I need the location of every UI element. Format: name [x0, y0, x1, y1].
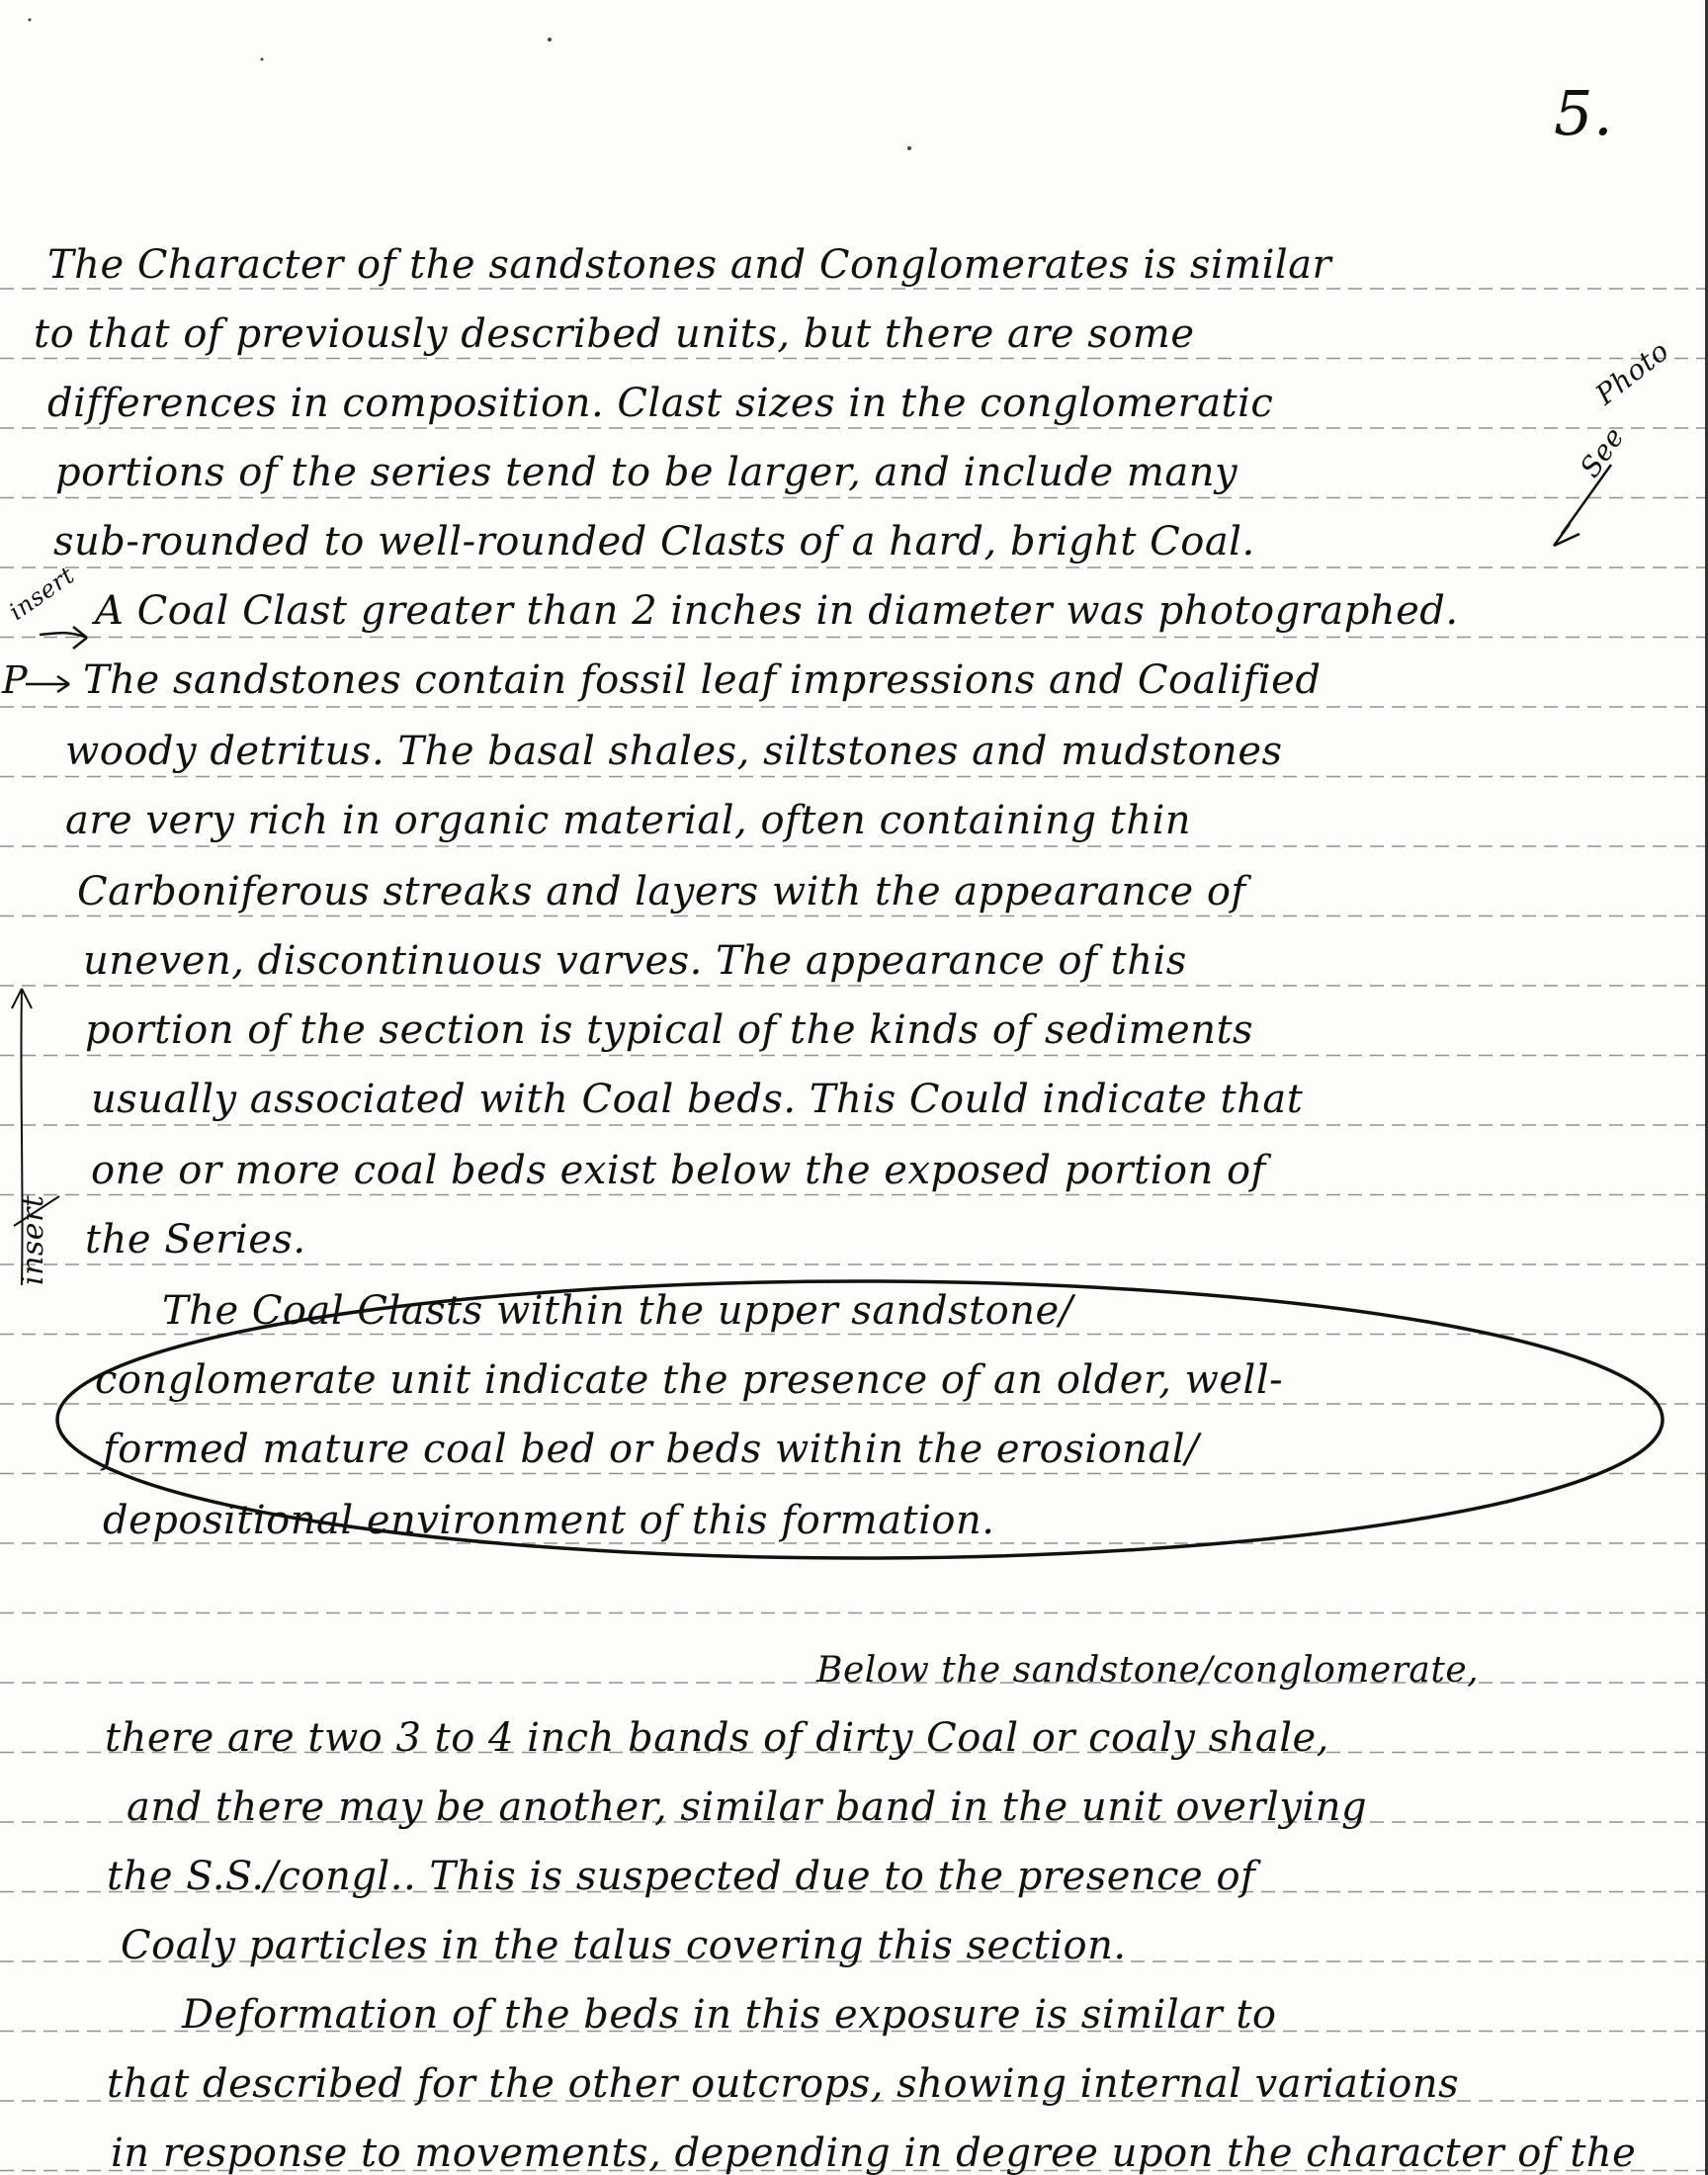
text-line: depositional environment of this formation.: [103, 1498, 995, 1543]
text-line: differences in composition. Clast sizes in the conglomeratic: [47, 381, 1274, 426]
text-line: Coaly particles in the talus covering this section.: [121, 1923, 1127, 1968]
margin-note-insert-side: insert: [16, 1194, 50, 1285]
text-line: that described for the other outcrops, showing internal variations: [107, 2061, 1460, 2107]
text-line: portion of the section is typical of the kinds of sediments: [85, 1007, 1254, 1053]
text-line: Carboniferous streaks and layers with the appearance of: [77, 869, 1246, 914]
text-line: The Coal Clasts within the upper sandstone/: [162, 1288, 1073, 1334]
text-line: The sandstones contain fossil leaf impressions and Coalified: [83, 657, 1322, 703]
margin-note-insert: insert: [4, 561, 80, 626]
margin-note-photo: Photo: [1589, 334, 1675, 412]
text-line: Deformation of the beds in this exposure is similar to: [182, 1992, 1277, 2038]
text-line: conglomerate unit indicate the presence of an older, well-: [95, 1357, 1284, 1403]
margin-note-see: See: [1574, 420, 1631, 483]
text-line: sub-rounded to well-rounded Clasts of a hard, bright Coal.: [53, 519, 1255, 565]
text-line: Below the sandstone/conglomerate,: [816, 1650, 1480, 1691]
text-line: woody detritus. The basal shales, siltstones and mudstones: [65, 729, 1283, 774]
text-line: in response to movements, depending in degree upon the character of the: [111, 2131, 1637, 2175]
text-line: to that of previously described units, but there are some: [34, 311, 1195, 357]
text-line: A Coal Clast greater than 2 inches in diameter was photographed.: [95, 588, 1459, 634]
text-line: The Character of the sandstones and Conglomerates is similar: [47, 242, 1332, 288]
margin-note-p: P: [2, 658, 29, 702]
text-line: are very rich in organic material, often containing thin: [65, 798, 1192, 843]
page-number: 5.: [1554, 77, 1614, 149]
text-line: and there may be another, similar band in the unit overlying: [127, 1784, 1368, 1830]
text-line: usually associated with Coal beds. This Could indicate that: [91, 1077, 1304, 1122]
text-line: portions of the series tend to be larger, and include many: [55, 450, 1238, 495]
text-line: the S.S./congl.. This is suspected due to the presence of: [107, 1854, 1256, 1899]
text-line: the Series.: [85, 1217, 306, 1262]
text-line: there are two 3 to 4 inch bands of dirty Coal or coaly shale,: [105, 1715, 1329, 1761]
text-line: uneven, discontinuous varves. The appearance of this: [83, 938, 1187, 984]
text-line: formed mature coal bed or beds within the erosional/: [103, 1427, 1200, 1472]
text-line: one or more coal beds exist below the exposed portion of: [91, 1148, 1266, 1193]
